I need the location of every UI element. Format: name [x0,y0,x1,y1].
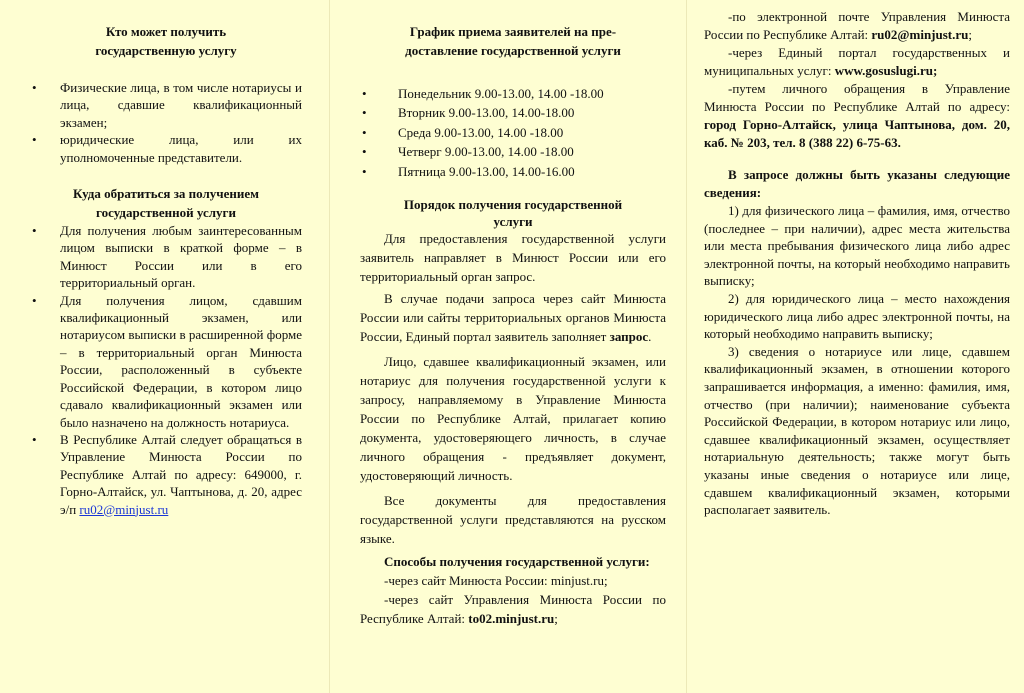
where-list [30,222,302,518]
requirement-item: 3) сведения о нотариусе или лице, сдавшем квалификационный экзамен, в отношении которого запрашивается информация, а именно: фамилия, имя, отчество (при наличии); наименование субъекта Российской Федерации, в котором нотариус или лицо, сдавшее квалификационный экзамен, осуществляет нотариальную деятельность; также могут быть указаны иные сведения о нотариусе или лице, сдавшем квалификационный экзамен, которыми располагает заявитель. [704,343,1010,518]
ways-heading: Способы получения государственной услуги: [384,554,650,570]
paragraph: В случае подачи запроса через сайт Минюста России или сайты территориальных органов Минюста России, Единый портал заявитель заполняет запрос. [360,291,666,345]
who-heading-line2: государственную услугу [95,43,237,58]
who-list [30,79,302,166]
schedule-item: • Среда 9.00-13.00, 14.00 -18.00 [362,124,564,140]
way-item: -через Единый портал государственных и муниципальных услуг: www.gosuslugi.ru; [704,45,1010,78]
schedule-item: • Четверг 9.00-13.00, 14.00 -18.00 [362,144,574,160]
email-link[interactable]: ru02@minjust.ru [79,501,169,517]
way-item: -через сайт Управления Минюста России по Республике Алтай: to02.minjust.ru; [360,592,666,627]
schedule-item: • Пятница 9.00-13.00, 14.00-16.00 [362,163,575,179]
list-item: • Для получения лицом, сдавшим квалификационный экзамен, или нотариусом выписки в расширенной форме – в территориальный орган Минюста России, расположенный в субъекте Российской Федерации, в котором лицо сдавало квалификационный экзамен или было назначено на должность нотариуса. [32,292,302,430]
where-heading-line1: Куда обратиться за получением [73,186,259,202]
paragraph: Все документы для предоставления государственной услуги представляются на русском языке. [360,493,666,547]
column-left [30,0,302,693]
way-item: -через сайт Минюста России: minjust.ru; [384,573,608,589]
paragraph: Лицо, сдавшее квалификационный экзамен, или нотариус для получения государственной услуги к запросу, направляемому в Управление Минюста России по Республике Алтай, прилагает копию документа, удостоверяющего личность, в случае личного обращения - предъявляет документ, удостоверяющий личность. [360,354,666,484]
way-item: -по электронной почте Управления Минюста России по Республике Алтай: ru02@minjust.ru; [704,9,1010,42]
column-divider [329,0,330,693]
way-item: -путем личного обращения в Управление Минюста России по Республике Алтай по адресу: город Горно-Алтайск, улица Чаптынова, дом. 20, каб. № 203, тел. 8 (388 22) 6-75-63. [704,81,1010,150]
schedule-item: • Понедельник 9.00-13.00, 14.00 -18.00 [362,86,604,101]
paragraph: Для предоставления государственной услуги заявитель направляет в Минюст России или его территориальный орган запрос. [360,231,666,285]
order-heading-line1: Порядок получения государственной [403,197,623,213]
who-heading-line1: Кто может получить [105,24,227,39]
list-item: • В Республике Алтай следует обращаться в Управление Минюста России по Республике Алтай по адресу: 649000, г. Горно-Алтайск, ул. Чаптынова, д. 20, адрес э/п ru02@minjust.ru [32,431,302,517]
requirement-item: 2) для юридического лица – место нахождения юридического лица либо адрес электронной почты, на который необходимо направить выписку; [704,290,1010,342]
request-heading: В запросе должны быть указаны следующие сведения: [704,167,1010,200]
column-middle [360,0,666,693]
order-heading-line2: услуги [493,214,533,230]
schedule-list [360,84,666,181]
column-divider [686,0,687,693]
schedule-heading-line1: График приема заявителей на пре- [409,24,617,39]
schedule-heading-line2: доставление государственной услуги [405,43,621,58]
column-right [704,0,1010,693]
list-item: • юридические лица, или их уполномоченные представители. [32,132,302,165]
schedule-item: • Вторник 9.00-13.00, 14.00-18.00 [362,105,575,121]
where-heading-line2: государственной услуги [96,205,236,221]
list-item: • Для получения любым заинтересованным лицом выписки в краткой форме – в Минюст России или в его территориальный орган. [32,223,302,291]
list-item: • Физические лица, в том числе нотариусы и лица, сдавшие квалификационный экзамен; [32,80,302,130]
requirement-item: 1) для физического лица – фамилия, имя, отчество (последнее – при наличии), адрес места жительства или места пребывания физического лица либо адрес электронной почты, на который необходимо направить выписку; [704,203,1010,289]
